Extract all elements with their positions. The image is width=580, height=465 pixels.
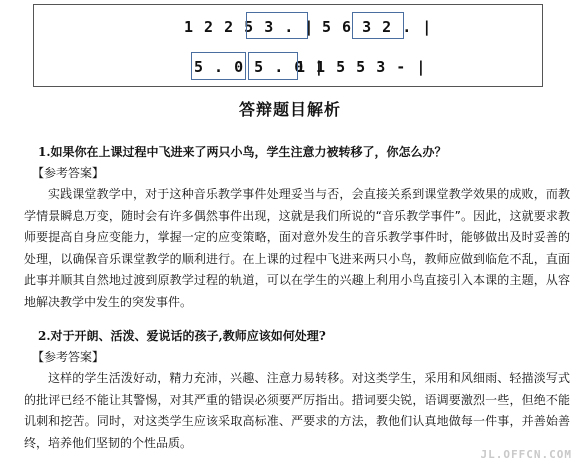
answer-1: 实践课堂教学中，对于这种音乐教学事件处理妥当与否，会直接关系到课堂教学效果的成败，而教学情景瞬息万变，随时会有许多偶然事件出现，这就是我们所说的“音乐教学事件”。因此，这就要求教师要提高自身应变能力，掌握一定的应变策略，面对意外发生的音乐教学事件时，能够做出及时妥善的处理，以确保音乐课堂教学的顺利进行。在上课的过程中飞进来两只小鸟，教师应做到临危不乱，直面此事并顺其自然地过渡到原教学过程的轨道，可以在学生的兴趣上利用小鸟直接引入本课的主题，从容地解决教学中发生的突发事件。	[24, 187, 570, 309]
highlight-box	[191, 52, 246, 80]
score-measure: 1 2 2 5 3 . |	[184, 18, 315, 36]
score-line-2	[34, 49, 542, 83]
highlight-box	[248, 52, 298, 80]
highlight-box	[352, 12, 404, 39]
highlight-box	[246, 12, 308, 39]
page-heading: 答辩题目解析	[238, 100, 341, 119]
score-measure: 5 6 3 2 . |	[322, 18, 433, 36]
question-2: 2.对于开朗、活泼、爱说话的孩子,教师应该如何处理?	[38, 329, 326, 343]
answer-label-2: 【参考答案】	[32, 350, 105, 364]
music-score-image	[33, 4, 543, 87]
watermark-text: JL.OFFCN.COM	[480, 448, 572, 461]
answer-label-1: 【参考答案】	[32, 166, 105, 180]
score-measure: 1 1 5 5 3 - |	[296, 58, 427, 76]
score-measure: 5 . 0 5 . 0 |	[194, 58, 325, 76]
score-line-1	[34, 9, 542, 43]
answer-2: 这样的学生活泼好动，精力充沛，兴趣、注意力易转移。对这类学生，采用和风细雨、轻描淡写式的批评已经不能让其警惕，对其严重的错误必须要严厉指出。措词要尖锐，语调要激烈一些，但绝不能讥刺和挖苦。同时，对这类学生应该采取高标准、严要求的方法，教他们认真地做每一件事，并善始善终，培养他们坚韧的个性品质。	[24, 371, 570, 450]
question-1: 1.如果你在上课过程中飞进来了两只小鸟，学生注意力被转移了，你怎么办？	[38, 145, 447, 159]
